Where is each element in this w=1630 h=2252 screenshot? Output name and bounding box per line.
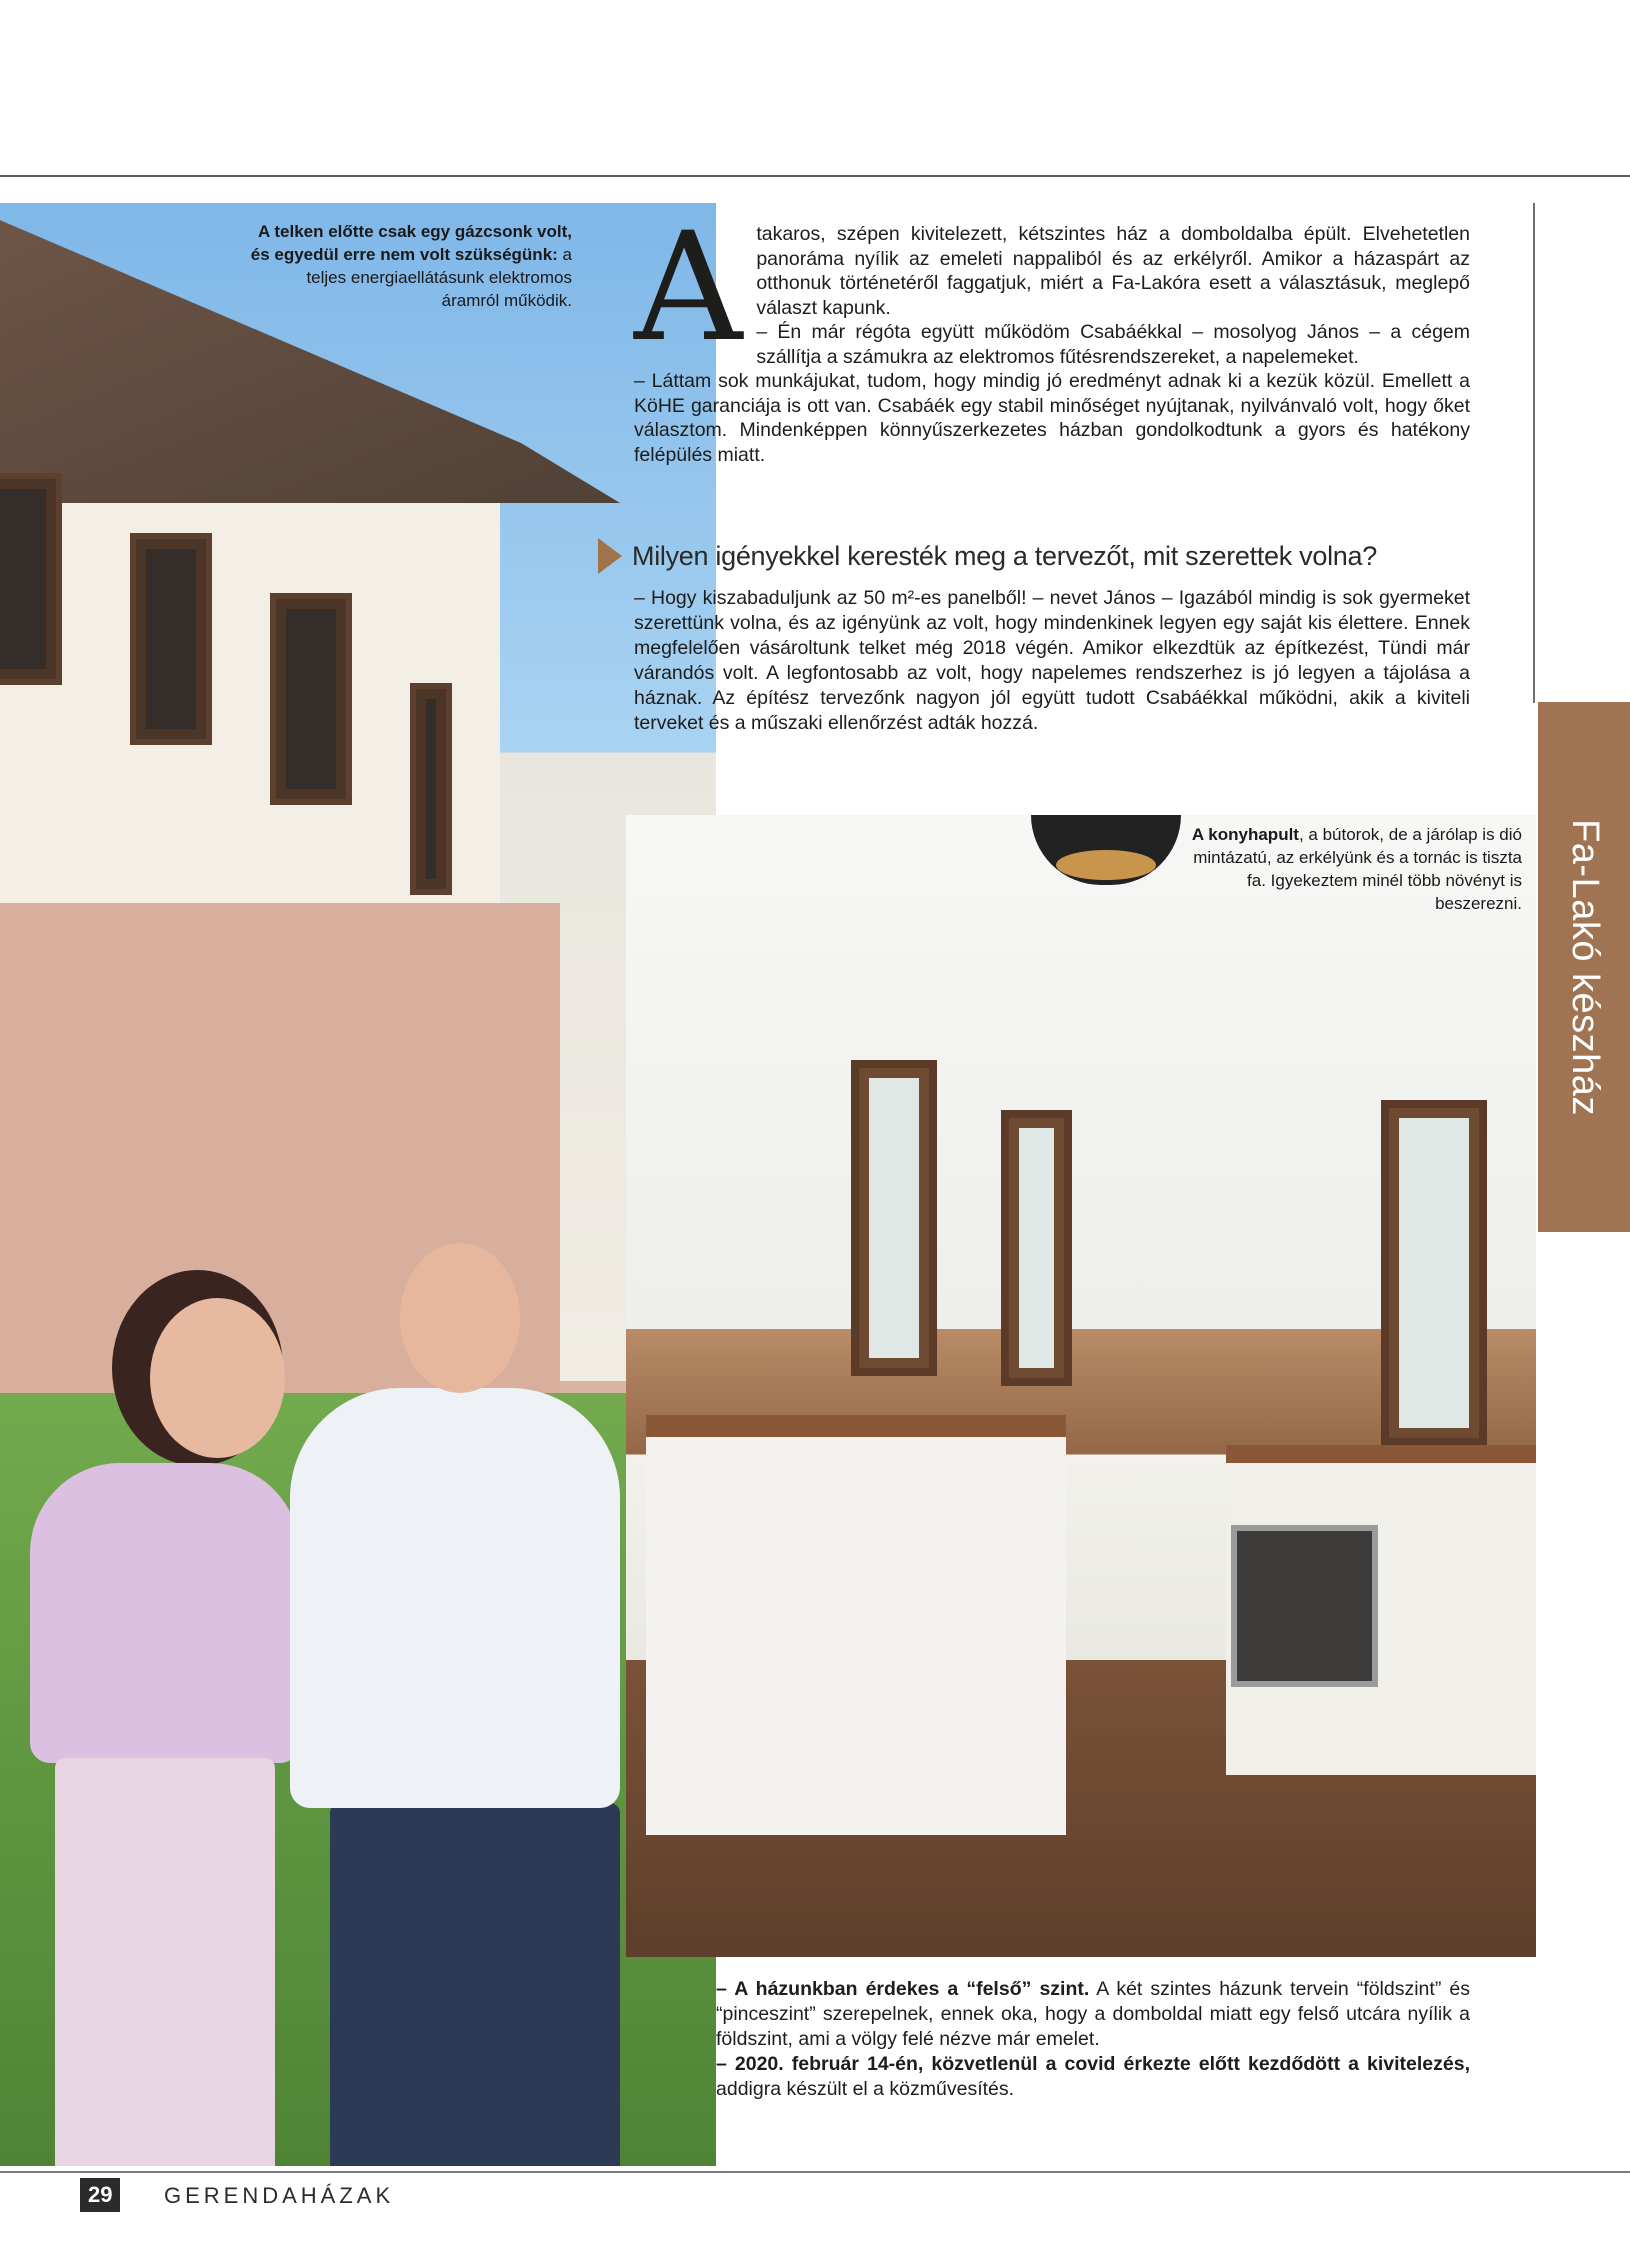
section-tab-label: Fa-Lakó készház	[1563, 818, 1606, 1116]
house-window	[270, 593, 352, 805]
intro-paragraph: takaros, szépen kivitelezett, kétszintes ház a domboldalba épült. Elvehetetlen panoráma nyílik az emeleti nappaliból és az erkélyről. Amikor a házaspárt az otthonuk történetéről faggatjuk, miért a Fa-Lakóra esett a választásuk, meglepő választ kapunk.	[756, 223, 1470, 319]
kitchen-window	[851, 1060, 937, 1376]
interview-answer	[634, 586, 1470, 736]
magazine-name: GERENDAHÁZAK	[164, 2183, 395, 2208]
bottom-text: A két szintes házunk tervein “földszint” és “pinceszint” szerepelnek, ennek oka, hogy a domboldal miatt egy felső utcára nyílik a földszint, ami a völgy felé nézve már emelet.	[716, 1978, 1470, 2050]
side-rule	[1533, 203, 1535, 703]
photo-caption-house	[250, 220, 572, 312]
man-figure	[400, 1243, 520, 1393]
bottom-bold: – 2020. február 14-én, közvetlenül a covid érkezte előtt kezdődött a kivitelezés,	[716, 2053, 1470, 2075]
woman-figure	[30, 1463, 300, 1763]
man-figure	[290, 1388, 620, 1808]
bottom-bold: – A házunkban érdekes a “felső” szint.	[716, 1978, 1090, 2000]
caption-text: a teljes energiaellátásunk elektromos áramról működik.	[306, 245, 572, 310]
bottom-paragraph	[716, 2052, 1470, 2102]
bottom-paragraph	[716, 1977, 1470, 2052]
article-bottom	[716, 1977, 1470, 2102]
caption-text: , a bútorok, de a járólap is dió mintázatú, az erkélyünk és a tornác is tiszta fa. Igyekeztem minél több növényt is beszerezni.	[1193, 825, 1522, 913]
bottom-text: addigra készült el a közművesítés.	[716, 2078, 1015, 2100]
question-text: Milyen igényekkel keresték meg a tervezőt, mit szerettek volna?	[632, 540, 1377, 571]
kitchen-island	[646, 1415, 1066, 1835]
woman-figure	[150, 1298, 285, 1458]
couple-house-photo	[0, 203, 716, 2166]
caption-bold: A telken előtte csak egy gázcsonk volt, és egyedül erre nem volt szükségünk:	[250, 222, 572, 264]
woman-figure	[55, 1758, 275, 2166]
answer-paragraph: – Hogy kiszabaduljunk az 50 m²-es panelből! – nevet János – Igazából mindig is sok gyermeket szerettünk volna, és az igényünk az volt, hogy mindenkinek legyen egy saját kis élettere. Ennek megfelelően vásároltunk telket még 2018 végén. Amikor elkezdtük az építkezést, Tündi már várandós volt. A legfontosabb az volt, hogy napelemes rendszerhez is jó legyen a tájolása a háznak. Az építész tervezőnk nagyon jól együtt tudott Csabáékkal működni, akik a kiviteli terveket és a műszaki ellenőrzést adták hozzá.	[634, 587, 1470, 734]
photo-caption-kitchen	[1186, 823, 1522, 915]
intro-quote: – Én már régóta együtt működöm Csabáékkal – mosolyog János – a cégem szállítja a számukra az elektromos fűtésrendszereket, a napelemeket.	[756, 321, 1470, 368]
section-tab	[1538, 702, 1630, 1232]
kitchen-window	[1001, 1110, 1072, 1386]
house-window	[410, 683, 452, 895]
oven	[1231, 1525, 1378, 1687]
bottom-rule	[0, 2171, 1630, 2173]
man-figure	[330, 1803, 620, 2166]
kitchen-window	[1381, 1100, 1487, 1446]
interview-question	[598, 536, 1478, 576]
kitchen-photo	[626, 815, 1536, 1957]
page-number: 29	[80, 2178, 120, 2212]
top-rule	[0, 175, 1630, 177]
drop-cap: A	[634, 201, 743, 375]
pendant-lamp	[1031, 815, 1181, 885]
house-window	[0, 473, 62, 685]
arrow-icon	[598, 538, 622, 574]
intro-quote: – Láttam sok munkájukat, tudom, hogy mindig jó eredményt adnak ki a kezük közül. Emellett a KöHE garanciája is ott van. Csabáék egy stabil minőséget nyújtanak, nyilvánvaló volt, hogy őket választom. Mindenképpen könnyűszerkezetes házban gondolkodtunk a gyors és hatékony felépülés miatt.	[634, 370, 1470, 466]
caption-bold: A konyhapult	[1191, 825, 1299, 844]
article-intro	[634, 201, 1470, 467]
house-window	[130, 533, 212, 745]
